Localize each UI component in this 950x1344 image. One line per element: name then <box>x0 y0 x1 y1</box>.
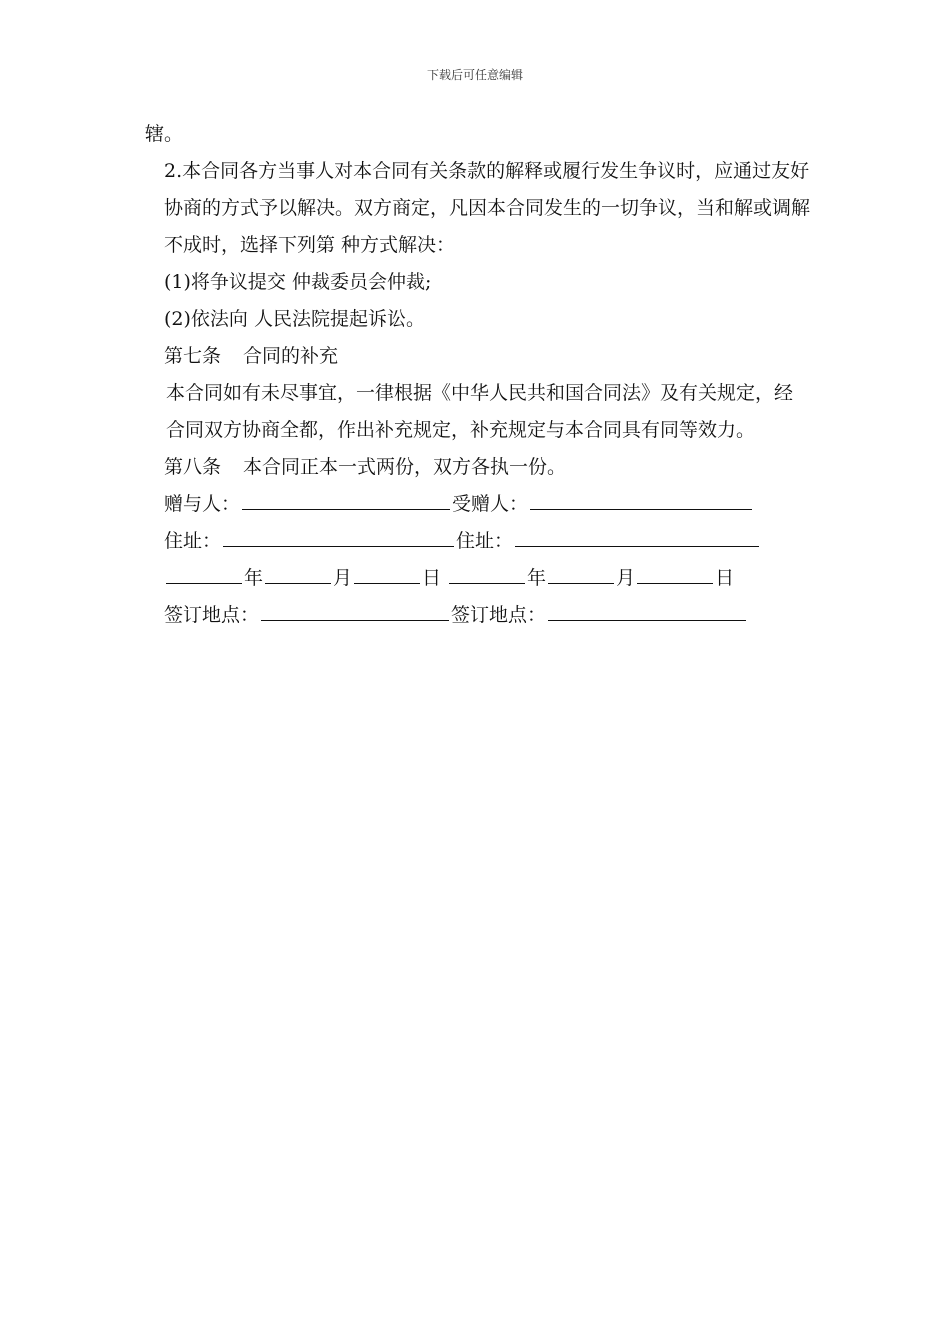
donor-day-blank <box>354 564 420 584</box>
clause-2: 2.本合同各方当事人对本合同有关条款的解释或履行发生争议时，应通过友好协商的方式予以解决。双方商定，凡因本合同发生的一切争议，当和解或调解不成时，选择下列第 种方式解决： <box>164 160 811 256</box>
day-label: 日 <box>715 567 735 589</box>
signature-address-row <box>145 523 810 560</box>
signature-date-row <box>145 560 810 597</box>
page-header: 下载后可任意编辑 <box>426 68 523 82</box>
day-label: 日 <box>422 567 442 589</box>
option-2: (2)依法向 人民法院提起诉讼。 <box>164 308 425 330</box>
donor-place-blank <box>261 601 449 621</box>
donor-year-blank <box>166 564 242 584</box>
donee-blank <box>530 490 752 510</box>
year-label: 年 <box>527 567 547 589</box>
donee-month-blank <box>548 564 614 584</box>
donee-place-label: 签订地点： <box>451 604 547 626</box>
donee-label: 受赠人： <box>452 493 529 515</box>
article-7-title: 合同的补充 <box>243 345 339 367</box>
month-label: 月 <box>616 567 636 589</box>
donee-place-blank <box>548 601 746 621</box>
paragraph-tail: 辖。 <box>145 123 184 145</box>
donor-address-label: 住址： <box>164 530 222 552</box>
donee-address-blank <box>515 527 759 547</box>
donor-blank <box>242 490 450 510</box>
article-7-heading <box>145 338 810 375</box>
year-label: 年 <box>244 567 264 589</box>
article-8-text: 本合同正本一式两份，双方各执一份。 <box>243 456 567 478</box>
donee-year-blank <box>449 564 525 584</box>
option-1: (1)将争议提交 仲裁委员会仲裁; <box>164 271 432 293</box>
article-8-number: 第八条 <box>164 456 222 478</box>
signature-parties-row <box>145 486 810 523</box>
month-label: 月 <box>333 567 353 589</box>
donee-address-label: 住址： <box>456 530 514 552</box>
donor-month-blank <box>265 564 331 584</box>
donor-label: 赠与人： <box>164 493 241 515</box>
article-8 <box>145 449 810 486</box>
donor-address-blank <box>223 527 454 547</box>
article-7-number: 第七条 <box>164 345 222 367</box>
article-7-text: 本合同如有未尽事宜，一律根据《中华人民共和国合同法》及有关规定，经合同双方协商全都，作出补充规定，补充规定与本合同具有同等效力。 <box>166 382 794 441</box>
donor-place-label: 签订地点： <box>164 604 260 626</box>
signature-place-row <box>145 597 810 634</box>
donee-day-blank <box>637 564 713 584</box>
contract-body <box>145 116 810 634</box>
